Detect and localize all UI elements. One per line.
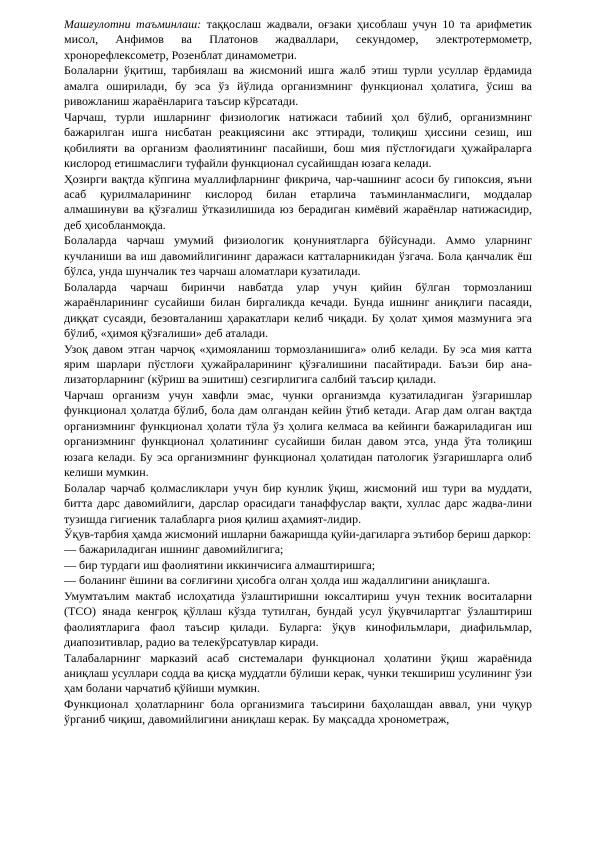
paragraph-11: Талабаларнинг марказий асаб системалари функционал ҳолатини ўқиш жараёнида аниқлаш усуллари содда ва қисқа муддатли бўлиши керак, чунки текшириш усулининг ўзи ҳам болани чарчатиб қўйиши мумкин.: [64, 650, 532, 696]
intro-lead: Машғулотни таъминлаш:: [64, 17, 202, 31]
paragraph-6: Узоқ давом этган чарчоқ «ҳимояланиш тормозланишига» олиб келади. Бу эса мия катта ярим шарлари пўстлоғи ҳужайраларининг қўзғалишини пасайтиради. Баъзи бир ана-лизаторларнинг (кўриш ва эшитиш) сезгирлигига салбий таъсир қилади.: [64, 341, 532, 387]
paragraph-7: Чарчаш организм учун хавфли эмас, чунки организмда кузатиладиган ўзгаришлар функционал ҳолатда бўлиб, бола дам олгандан кейин ўтиб кетади. Агар дам олган вақтда организмнинг функционал ҳолати тўла ўз ҳолига келмаса ва кейинги бажариладиган иш организмнинг функционал ҳолатининг сусайиши билан давом этса, унда ўта толиқиш юзага келади. Бу эса организмнинг функционал ҳолатидан патологик ўзгаришларга олиб келиши мумкин.: [64, 387, 532, 480]
document-page: [64, 17, 532, 728]
paragraph-12: Функционал ҳолатларнинг бола организмига таъсирини баҳолашдан аввал, уни чуқур ўрганиб чиқиш, давомийлигини аниқлаш керак. Бу мақсадда хронометраж,: [64, 696, 532, 727]
paragraph-2: Чарчаш, турли ишларнинг физиологик натижаси табиий ҳол бўлиб, организмнинг бажарилган ишга нисбатан реакциясини акс эттиради, толиқиш ҳиссини сезиш, иш қобилияти ва организм фаолиятининг пасайиши, бош мия пўстлоғидаги ҳужайраларга кислород етишмаслиги туфайли функционал сусайишдан юзага келади.: [64, 109, 532, 171]
paragraph-10: Умумтаълим мактаб ислоҳатида ўзлаштиришни юксалтириш учун техник воситаларни (ТСО) янада кенгроқ қўллаш кўзда тутилган, бундай усул ўқувчилартгаг ўзлаштириш фаолиятларига фаол таъсир қилади. Буларга: ўқув кинофильмлари, диафильмлар, диапозитивлар, радио ва телекўрсатувлар киради.: [64, 588, 532, 650]
paragraph-3: Ҳозирги вақтда кўпгина муаллифларнинг фикрича, чар-чашнинг асоси бу гипоксия, яъни асаб қурилмаларининг кислород билан етарлича таъминланмаслиги, моддалар алмашинуви ва қўзғалиш ўтказилишида юз берадиган кимёвий жараёнлар натижасидир, деб ҳисобланмоқда.: [64, 171, 532, 232]
paragraph-9: Ўқув-тарбия ҳамда жисмоний ишларни бажаришда қуйи-дагиларга эътибор бериш даркор:: [64, 526, 532, 541]
paragraph-5: Болаларда чарчаш биринчи навбатда улар учун қийин бўлган тормозланиш жараёнларининг сусайиши билан биргаликда кечади. Бунда ишнинг аниқлиги пасаяди, диққат сусаяди, безовталаниш ҳаракатлари келиб чиқади. Бу ҳолат ҳимоя мазмунига эга бўлиб, «ҳимоя қўзғалиши» деб аталади.: [64, 279, 532, 341]
paragraph-4: Болаларда чарчаш умумий физиологик қонуниятларга бўйсунади. Аммо уларнинг кучланиши ва иш давомийлигининг даражаси катталарникидан ўзгача. Бола қанчалик ёш бўлса, унда шунчалик тез чарчаш аломатлари кузатилади.: [64, 233, 532, 279]
paragraph-8: Болалар чарчаб қолмасликлари учун бир кунлик ўқиш, жисмоний иш тури ва муддати, битта дарс давомийлиги, дарслар орасидаги танаффуслар вақти, хуллас дарс жадва-лини тузишда гигиеник талабларга риоя қилиш аҳамият-лидир.: [64, 480, 532, 526]
list-item-3: — боланинг ёшини ва соғлиғини ҳисобга олган ҳолда иш жадаллигини аниқлашга.: [64, 573, 491, 588]
intro-text: таққослаш жадвали, оғзаки ҳисоблаш учун 10 та арифметик мисол, Анфимов ва Платонов жадваллари, секундомер, электротермометр, хронорефлексометр, Розенблат динамометри.: [64, 17, 533, 62]
paragraph-1: Болаларни ўқитиш, тарбиялаш ва жисмоний ишга жалб этиш турли усуллар ёрдамида амалга оширилади, бу эса ўз йўлида организмнинг функционал ҳолатига, ўсиш ва ривожланиш жараёнларига таъсир кўрсатади.: [64, 63, 532, 109]
list-item-1: — бажариладиган ишнинг давомийлигига;: [64, 542, 284, 557]
list-item-2: — бир турдаги иш фаолиятини иккинчисига алмаштиришга;: [64, 557, 376, 572]
intro-paragraph: [64, 17, 532, 63]
